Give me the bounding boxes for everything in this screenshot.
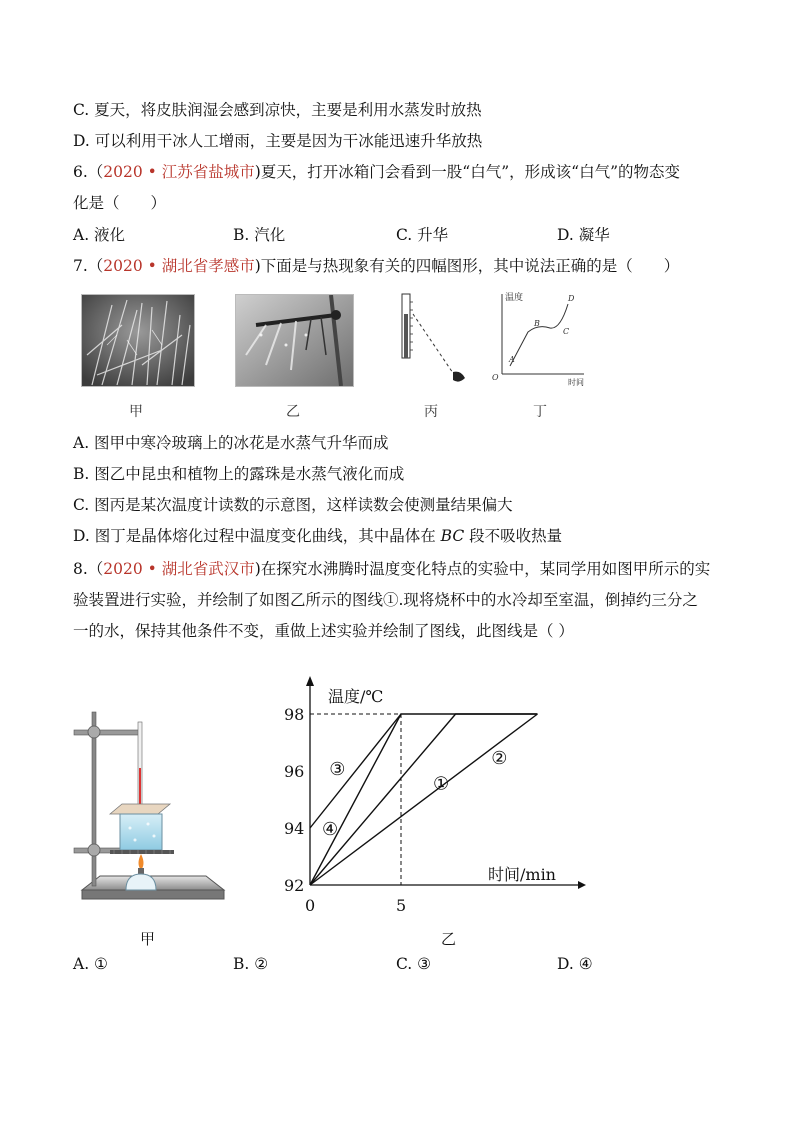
q8-number: 8.（ [73, 560, 104, 578]
caption-ding: 丁 [533, 404, 547, 420]
thermometer-reading-diagram [395, 292, 475, 388]
q8-option-a: A. ① [73, 955, 108, 973]
y-axis-arrow [306, 676, 314, 686]
caption-bing: 丙 [424, 404, 438, 420]
x-tick-label: 0 [305, 896, 316, 915]
q7-option-d [73, 525, 562, 547]
ding-xlabel: 时间 [568, 378, 584, 387]
q6-text: )夏天，打开冰箱门会看到一股“白气”，形成该“白气”的物态变 [254, 163, 680, 181]
frost-photo [81, 294, 195, 387]
q7-source: 2020 • 湖北省孝感市 [103, 257, 255, 275]
fig8-caption-left: 甲 [140, 930, 156, 948]
q6-option-c: C. 升华 [396, 226, 449, 244]
ding-point-b: B [534, 319, 540, 328]
q6-stem-cont: 化是（ ） [73, 194, 167, 212]
q6-source: 2020 • 江苏省盐城市 [103, 163, 255, 181]
series-label-4: ④ [322, 819, 339, 840]
q6-option-b: B. 汽化 [233, 226, 286, 244]
q7-number: 7.（ [73, 257, 104, 275]
x-axis-label: 时间/min [488, 865, 556, 884]
q7-option-c: C. 图丙是某次温度计读数的示意图，这样读数会使测量结果偏大 [73, 496, 513, 514]
q6-stem [73, 161, 680, 183]
melting-curve-graph [488, 288, 588, 388]
temperature-time-chart [270, 672, 590, 922]
y-tick-label: 92 [284, 876, 305, 895]
q7d-text-1: D. 图丁是晶体熔化过程中温度变化曲线，其中晶体在 [73, 527, 441, 545]
ding-point-c: C [563, 327, 570, 336]
q7d-segment: BC [440, 527, 465, 545]
caption-yi: 乙 [286, 404, 300, 420]
eye-icon [453, 372, 465, 382]
ding-point-a: A [509, 355, 515, 364]
series-line-2 [310, 714, 538, 885]
q8-option-b: B. ② [233, 955, 269, 973]
q8-text: )在探究水沸腾时温度变化特点的实验中，某同学用如图甲所示的实 [254, 560, 711, 578]
insect-photo [235, 294, 354, 387]
q6-option-d: D. 凝华 [557, 226, 610, 244]
q8-source: 2020 • 湖北省武汉市 [103, 560, 255, 578]
q8-option-c: C. ③ [396, 955, 432, 973]
q7-stem [73, 255, 679, 277]
y-tick-label: 98 [284, 705, 305, 724]
q7-text: )下面是与热现象有关的四幅图形，其中说法正确的是（ ） [254, 257, 680, 275]
series-label-1: ① [433, 773, 450, 795]
q5-option-c: C. 夏天，将皮肤润湿会感到凉快，主要是利用水蒸发时放热 [73, 101, 482, 119]
q8-stem-cont1: 验装置进行实验，并绘制了如图乙所示的图线①.现将烧杯中的水冷却至室温，倒掉约三分之 [73, 591, 698, 609]
caption-jia: 甲 [129, 404, 143, 420]
y-axis-label: 温度/℃ [328, 687, 384, 706]
q8-stem [73, 558, 710, 580]
q7d-text-2: 段不吸收热量 [464, 527, 563, 545]
q6-option-a: A. 液化 [73, 226, 126, 244]
q8-stem-cont2: 一的水，保持其他条件不变，重做上述实验并绘制了图线，此图线是（ ） [73, 622, 574, 640]
q7-option-b: B. 图乙中昆虫和植物上的露珠是水蒸气液化而成 [73, 465, 405, 483]
y-tick-label: 96 [284, 762, 305, 781]
q8-option-d: D. ④ [557, 955, 593, 973]
q7-option-a: A. 图甲中寒冷玻璃上的冰花是水蒸气升华而成 [73, 434, 389, 452]
x-tick-label: 5 [396, 896, 407, 915]
fig8-caption-right: 乙 [441, 930, 457, 948]
x-axis-arrow [578, 881, 586, 889]
ding-ylabel: 温度 [505, 293, 524, 303]
series-label-3: ③ [329, 759, 346, 781]
boiling-apparatus-diagram [70, 708, 230, 924]
q6-number: 6.（ [73, 163, 104, 181]
ding-point-o: O [492, 373, 499, 382]
series-line-4 [310, 714, 401, 828]
ding-point-d: D [568, 294, 575, 303]
series-label-2: ② [491, 747, 508, 769]
q5-option-d: D. 可以利用干冰人工增雨，主要是因为干冰能迅速升华放热 [73, 132, 483, 150]
y-tick-label: 94 [284, 819, 305, 838]
